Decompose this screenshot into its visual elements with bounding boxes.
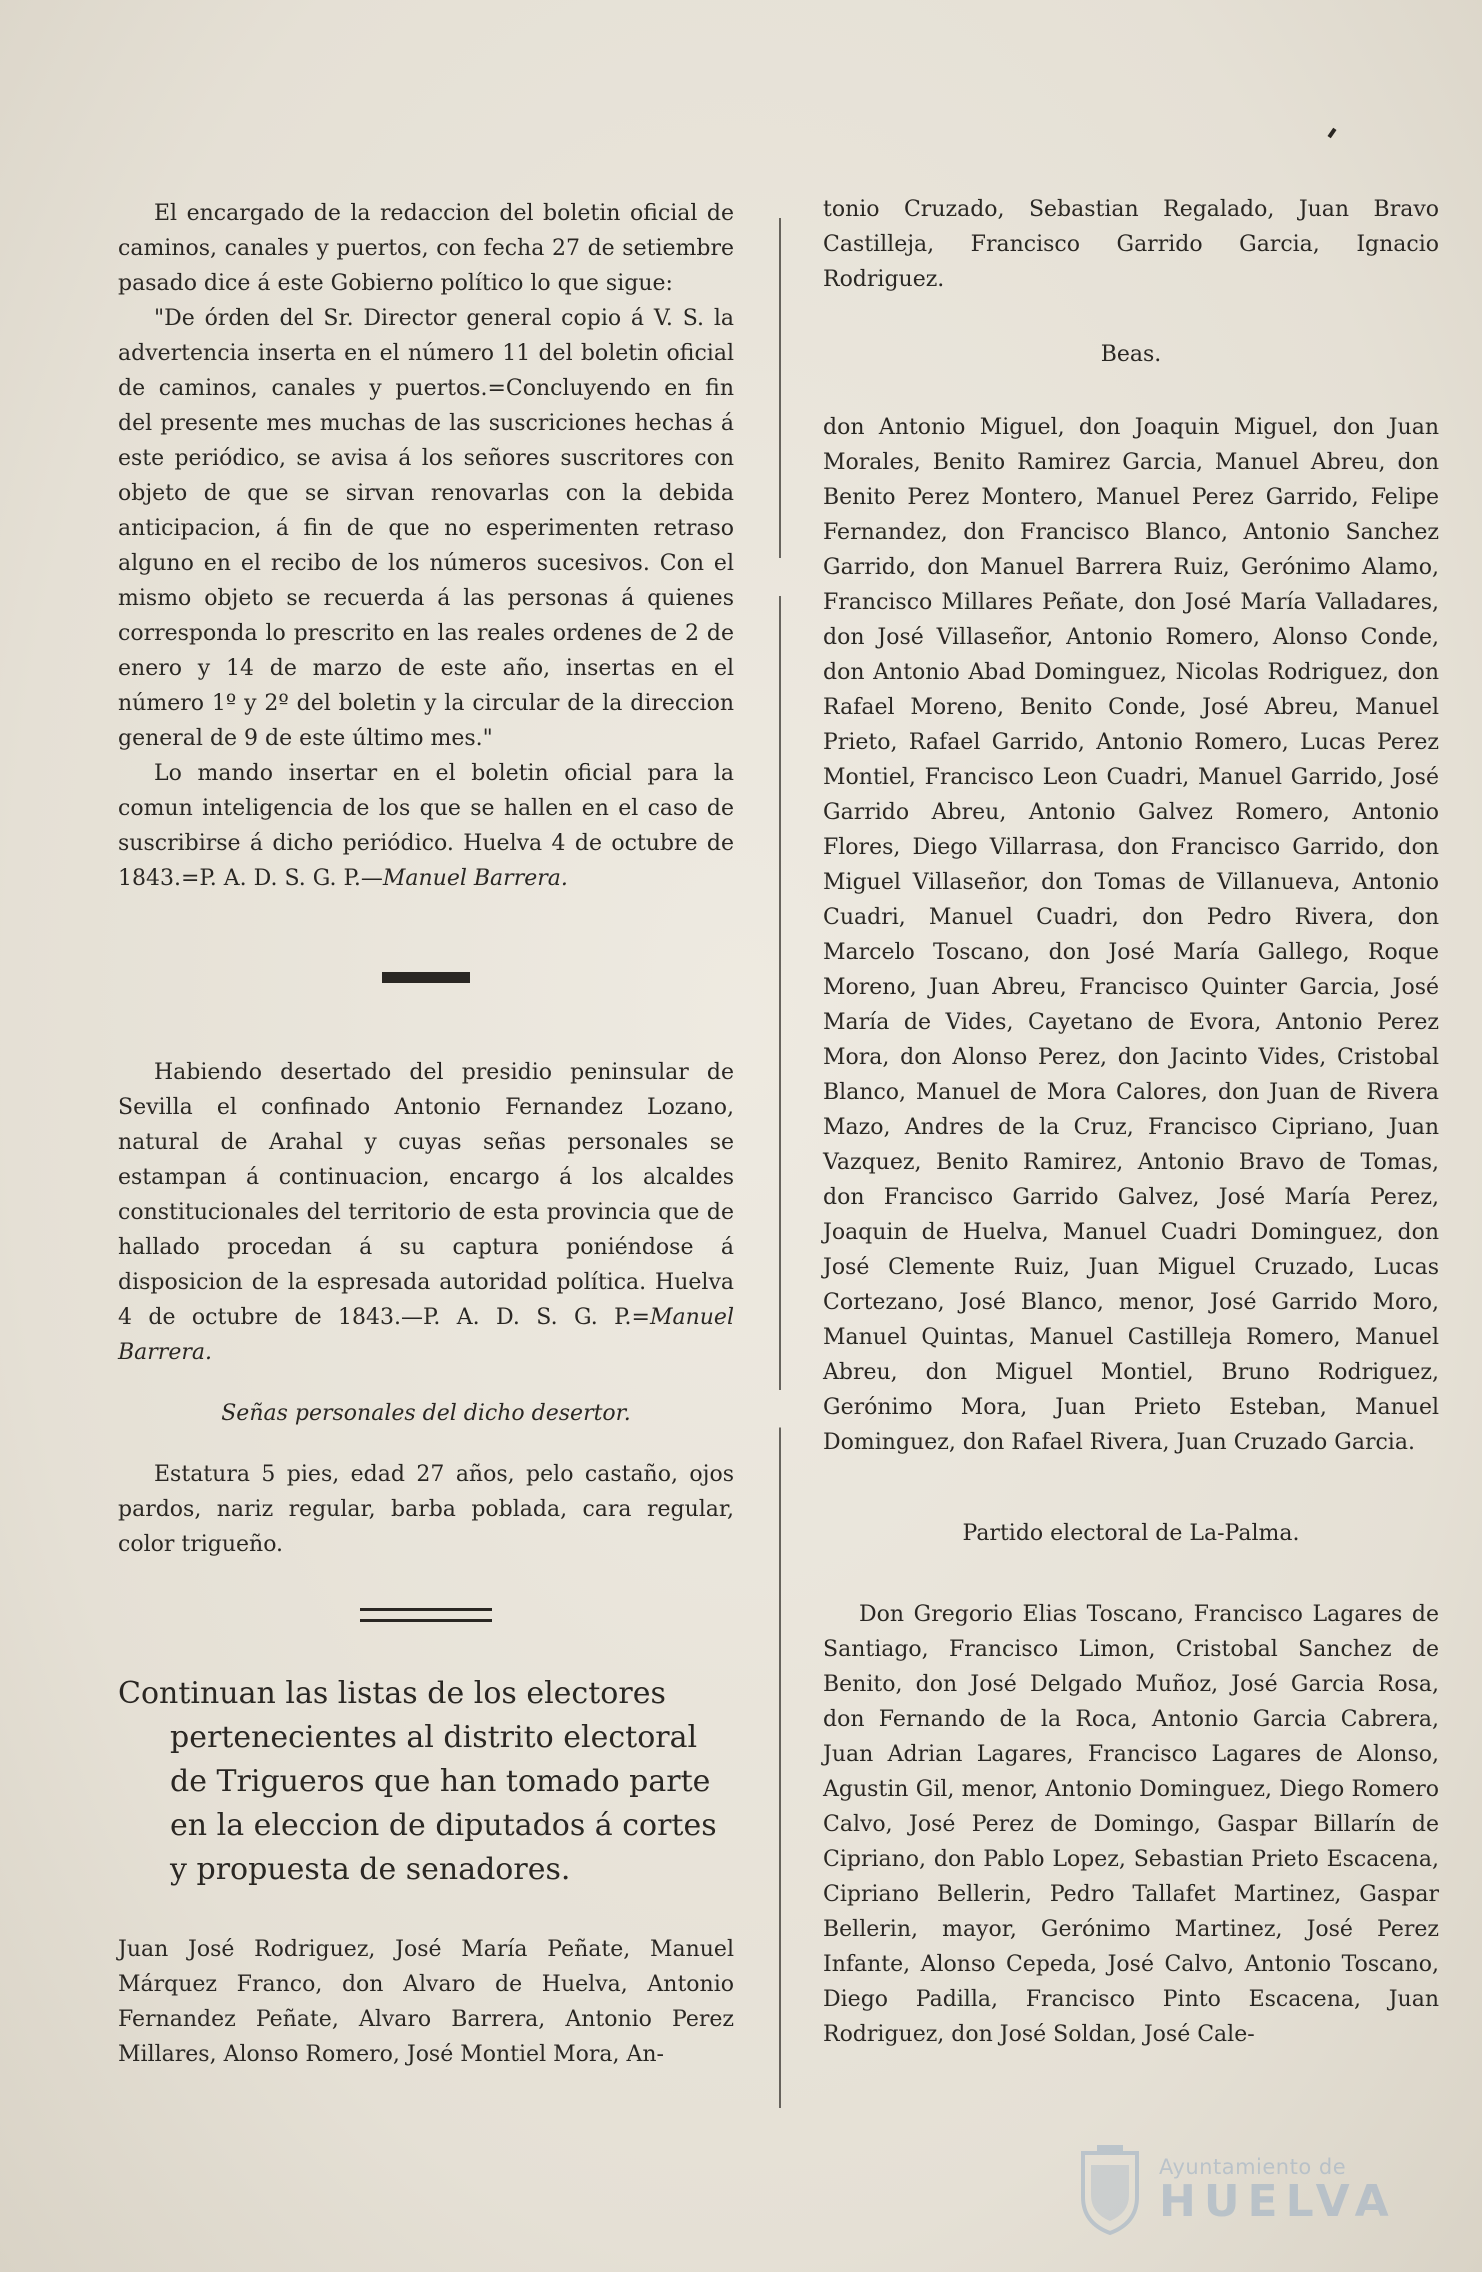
electors-list-heading: Continuan las listas de los electores pertenecientes al distrito electoral de Trigueros que han tomado parte en la eleccion de diputados á cortes y propuesta de senadores. [118, 1676, 717, 1887]
archive-watermark [1075, 2135, 1445, 2245]
right-column [823, 192, 1439, 2052]
notice-1-paragraph-3 [118, 756, 734, 896]
trigueros-electors-list: Juan José Rodriguez, José María Peñate, Manuel Márquez Franco, don Alvaro de Huelva, Antonio Fernandez Peñate, Alvaro Barrera, Antonio Perez Millares, Alonso Romero, José Montiel Mora, An- [118, 1937, 734, 2067]
notice-1-closing: Lo mando insertar en el boletin oficial para la comun inteligencia de los que se hallen en el caso de suscribirse á dicho periódico. Huelva 4 de octubre de 1843.=P. A. D. S. G. P.— [118, 761, 734, 891]
watermark-line-2: HUELVA [1159, 2176, 1397, 2227]
ink-speck [1327, 128, 1336, 138]
trigueros-electors-continuation: tonio Cruzado, Sebastian Regalado, Juan Bravo Castilleja, Francisco Garrido Garcia, Ignacio Rodriguez. [823, 197, 1439, 292]
coat-of-arms-icon [1075, 2143, 1145, 2237]
la-palma-heading: Partido electoral de La-Palma. [962, 1521, 1300, 1546]
watermark-line-1: Ayuntamiento de [1159, 2155, 1347, 2179]
notice-1-signature: Manuel Barrera. [382, 866, 568, 891]
notice-1-paragraph-2: "De órden del Sr. Director general copio á V. S. la advertencia inserta en el número 11 del boletin oficial de caminos, canales y puertos.=Concluyendo en fin del presente mes muchas de las suscriciones hechas á este periódico, se avisa á los señores suscritores con objeto de que se sirvan renovarlas con la debida anticipacion, á fin de que no esperimenten retraso alguno en el recibo de los números sucesivos. Con el mismo objeto se recuerda á las personas á quienes corresponda lo prescrito en las reales ordenes de 2 de enero y 14 de marzo de este año, insertas en el número 1º y 2º del boletin y la circular de la direccion general de 9 de este último mes." [118, 306, 734, 751]
double-rule [118, 1608, 734, 1622]
left-column [118, 196, 734, 2072]
watermark-text [1159, 2155, 1397, 2225]
beas-heading: Beas. [1100, 342, 1162, 367]
deserter-notice-text: Habiendo desertado del presidio peninsular de Sevilla el confinado Antonio Fernandez Lozano, natural de Arahal y cuyas señas personales se estampan á continuacion, encargo á los alcaldes constitucionales del territorio de esta provincia que de hallado procedan á su captura poniéndose á disposicion de la espresada autoridad política. Huelva 4 de octubre de 1843.—P. A. D. S. G. P.= [118, 1060, 734, 1330]
column-divider [779, 218, 781, 2108]
deserter-notice-signature: Manuel Barrera. [118, 1305, 734, 1365]
notice-1-paragraph-1: El encargado de la redaccion del boletin oficial de caminos, canales y puertos, con fecha 27 de setiembre pasado dice á este Gobierno político lo que sigue: [118, 201, 734, 296]
deserter-notice [118, 1055, 734, 1370]
section-rule [118, 972, 734, 983]
deserter-description: Estatura 5 pies, edad 27 años, pelo castaño, ojos pardos, nariz regular, barba poblada, cara regular, color trigueño. [118, 1462, 734, 1557]
la-palma-electors-list: Don Gregorio Elias Toscano, Francisco Lagares de Santiago, Francisco Limon, Cristobal Sanchez de Benito, don José Delgado Muñoz, José Garcia Rosa, don Fernando de la Roca, Antonio Garcia Cabrera, Juan Adrian Lagares, Francisco Lagares de Alonso, Agustin Gil, menor, Antonio Dominguez, Diego Romero Calvo, José Perez de Domingo, Gaspar Billarín de Cipriano, don Pablo Lopez, Sebastian Prieto Escacena, Cipriano Bellerin, Pedro Tallafet Martinez, Gaspar Bellerin, mayor, Gerónimo Martinez, José Perez Infante, Alonso Cepeda, José Calvo, Antonio Toscano, Diego Padilla, Francisco Pinto Escacena, Juan Rodriguez, don José Soldan, José Cale- [823, 1602, 1439, 2047]
deserter-description-heading: Señas personales del dicho desertor. [221, 1401, 631, 1426]
beas-electors-list: don Antonio Miguel, don Joaquin Miguel, don Juan Morales, Benito Ramirez Garcia, Manuel Abreu, don Benito Perez Montero, Manuel Perez Garrido, Felipe Fernandez, don Francisco Blanco, Antonio Sanchez Garrido, don Manuel Barrera Ruiz, Gerónimo Alamo, Francisco Millares Peñate, don José María Valladares, don José Villaseñor, Antonio Romero, Alonso Conde, don Antonio Abad Dominguez, Nicolas Rodriguez, don Rafael Moreno, Benito Conde, José Abreu, Manuel Prieto, Rafael Garrido, Antonio Romero, Lucas Perez Montiel, Francisco Leon Cuadri, Manuel Garrido, José Garrido Abreu, Antonio Galvez Romero, Antonio Flores, Diego Villarrasa, don Francisco Garrido, don Miguel Villaseñor, don Tomas de Villanueva, Antonio Cuadri, Manuel Cuadri, don Pedro Rivera, don Marcelo Toscano, don José María Gallego, Roque Moreno, Juan Abreu, Francisco Quinter Garcia, José María de Vides, Cayetano de Evora, Antonio Perez Mora, don Alonso Perez, don Jacinto Vides, Cristobal Blanco, Manuel de Mora Calores, don Juan de Rivera Mazo, Andres de la Cruz, Francisco Cipriano, Juan Vazquez, Benito Ramirez, Antonio Bravo de Tomas, don Francisco Garrido Galvez, José María Perez, Joaquin de Huelva, Manuel Cuadri Dominguez, don José Clemente Ruiz, Juan Miguel Cruzado, Lucas Cortezano, José Blanco, menor, José Garrido Moro, Manuel Quintas, Manuel Castilleja Romero, Manuel Abreu, don Miguel Montiel, Bruno Rodriguez, Gerónimo Mora, Juan Prieto Esteban, Manuel Dominguez, don Rafael Rivera, Juan Cruzado Garcia. [823, 415, 1439, 1455]
